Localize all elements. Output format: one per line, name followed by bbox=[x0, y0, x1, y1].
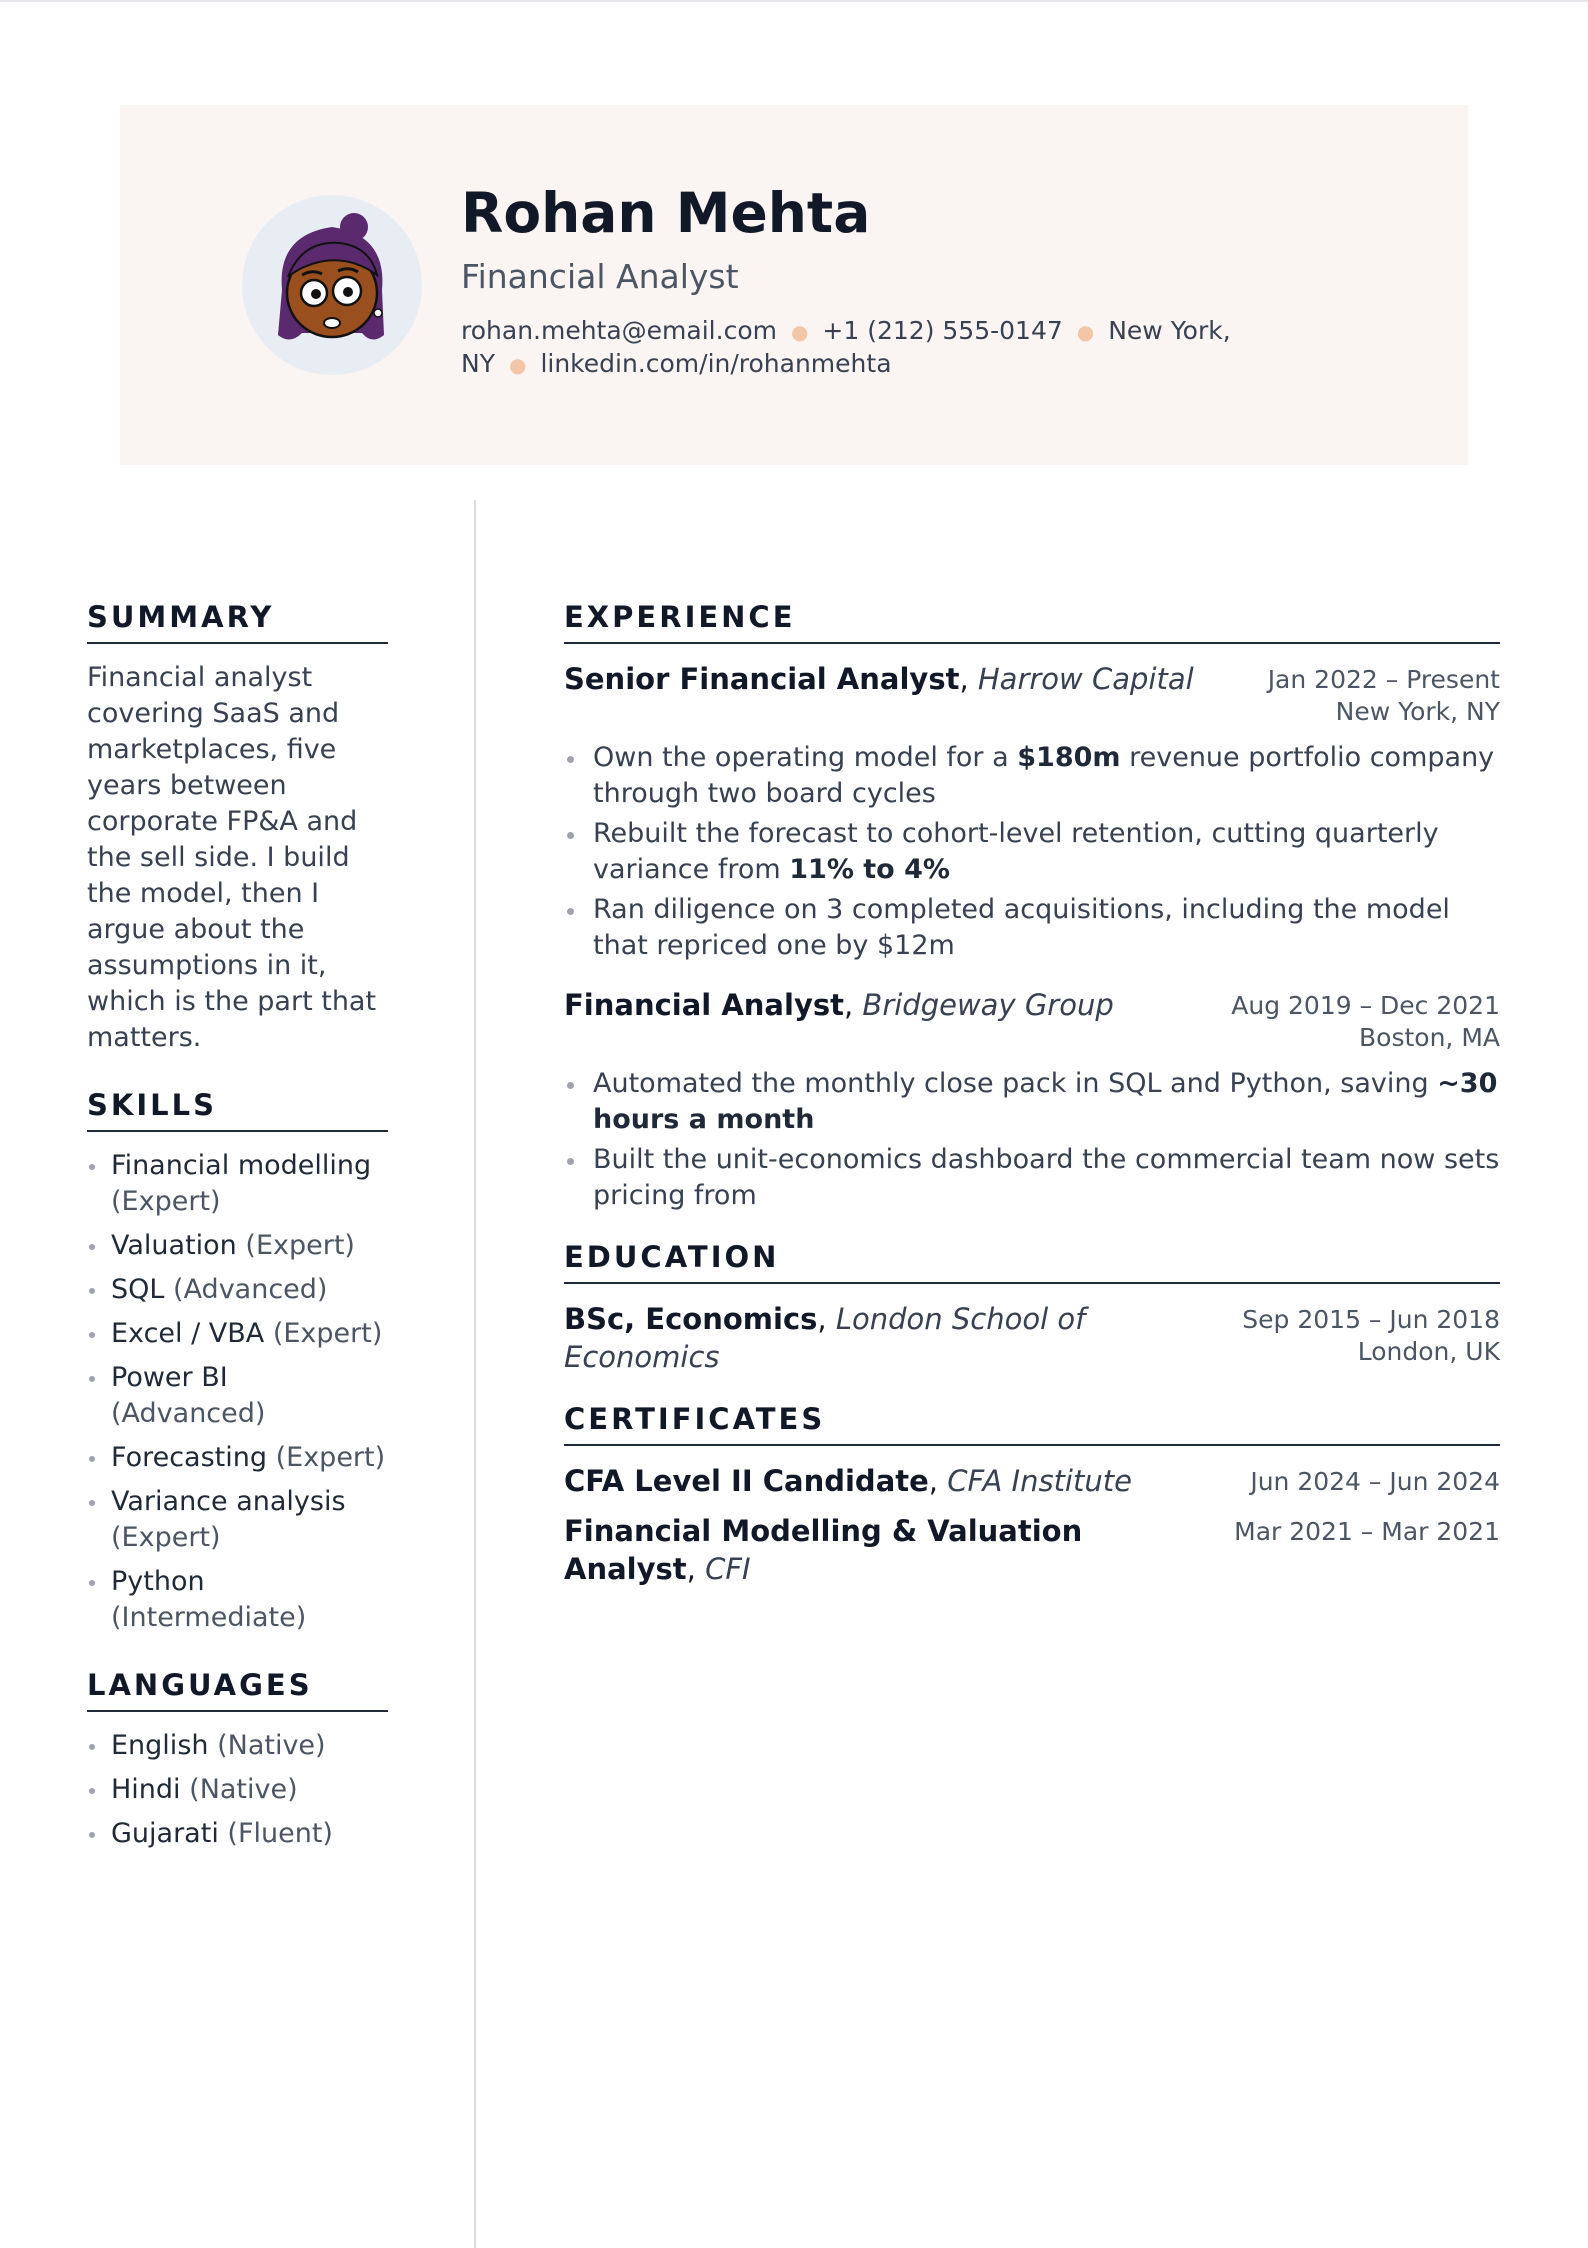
contact-location: New York, NY bbox=[461, 316, 1231, 378]
top-rule bbox=[0, 0, 1588, 2]
education-entry bbox=[564, 1300, 1500, 1376]
certificate-name: Financial Modelling & Valuation Analyst bbox=[564, 1514, 1083, 1586]
school: London School of Economics bbox=[564, 1302, 1086, 1374]
separator-dot: ● bbox=[1076, 320, 1095, 344]
job-location: Boston, MA bbox=[1359, 1023, 1500, 1052]
candidate-title: Financial Analyst bbox=[461, 257, 739, 296]
certificates-heading: CERTIFICATES bbox=[564, 1402, 1500, 1446]
list-item bbox=[87, 1360, 388, 1432]
job-dates: Jan 2022 – Present bbox=[1267, 665, 1500, 694]
certificate-meta bbox=[1234, 1512, 1500, 1588]
skill-level: (Expert) bbox=[275, 1442, 386, 1473]
job-org: Harrow Capital bbox=[977, 662, 1194, 696]
skill-name: Valuation bbox=[111, 1230, 237, 1261]
skill-name: Python bbox=[111, 1566, 205, 1597]
bullet-text: Rebuilt the forecast to cohort-level retention, cutting quarterly variance from bbox=[593, 818, 1439, 885]
skill-name: Variance analysis bbox=[111, 1486, 346, 1517]
summary-text: Financial analyst covering SaaS and marketplaces, five years between corporate FP&A and the sell side. I build the model, then I argue about the assumptions in it, which is the part that matters. bbox=[87, 662, 377, 1053]
list-item bbox=[87, 1816, 388, 1852]
job-entry bbox=[564, 986, 1500, 1054]
language-name: English bbox=[111, 1730, 209, 1761]
contact-linkedin[interactable]: linkedin.com/in/rohanmehta bbox=[540, 349, 892, 378]
job-org: Bridgeway Group bbox=[862, 988, 1114, 1022]
languages-heading: LANGUAGES bbox=[87, 1668, 388, 1712]
certificate-dates: Jun 2024 – Jun 2024 bbox=[1250, 1467, 1500, 1496]
certificates-section bbox=[564, 1402, 1500, 1588]
education-meta bbox=[1242, 1300, 1500, 1376]
certificate-title-line: Financial Modelling & Valuation Analyst, CFI bbox=[564, 1514, 1083, 1586]
bullet-highlight: ~30 hours a month bbox=[593, 1068, 1498, 1135]
languages-list bbox=[87, 1728, 388, 1852]
job-location: New York, NY bbox=[1335, 697, 1500, 726]
skills-list bbox=[87, 1148, 388, 1636]
skill-level: (Expert) bbox=[111, 1522, 221, 1553]
bullet-highlight: 11% to 4% bbox=[789, 854, 950, 885]
job-role: Senior Financial Analyst bbox=[564, 662, 960, 696]
language-name: Gujarati bbox=[111, 1818, 219, 1849]
certificate-org: CFI bbox=[705, 1552, 751, 1586]
education-heading: EDUCATION bbox=[564, 1240, 1500, 1284]
bullet-text: Own the operating model for a bbox=[593, 742, 1018, 773]
education-section bbox=[564, 1240, 1500, 1376]
contact-phone[interactable]: +1 (212) 555-0147 bbox=[822, 316, 1063, 345]
list-item bbox=[87, 1440, 388, 1476]
education-dates: Sep 2015 – Jun 2018 bbox=[1242, 1305, 1500, 1334]
experience-section bbox=[564, 600, 1500, 1214]
language-level: (Fluent) bbox=[227, 1818, 333, 1849]
certificate-name: CFA Level II Candidate bbox=[564, 1464, 929, 1498]
separator-dot: ● bbox=[508, 353, 527, 377]
bullet-text: Automated the monthly close pack in SQL and Python, saving bbox=[593, 1068, 1438, 1099]
summary-heading: SUMMARY bbox=[87, 600, 388, 644]
cartoon-avatar-icon bbox=[242, 195, 422, 375]
bullet-text: Built the unit-economics dashboard the commercial team now sets pricing from bbox=[593, 1144, 1500, 1211]
skills-heading: SKILLS bbox=[87, 1088, 388, 1132]
main-column bbox=[564, 600, 1500, 1614]
skill-level: (Expert) bbox=[111, 1186, 221, 1217]
education-location: London, UK bbox=[1357, 1337, 1500, 1366]
job-meta bbox=[1268, 660, 1500, 728]
list-item bbox=[87, 1728, 388, 1764]
job-bullets bbox=[564, 1066, 1500, 1214]
list-item bbox=[87, 1484, 388, 1556]
experience-heading: EXPERIENCE bbox=[564, 600, 1500, 644]
skill-name: Excel / VBA bbox=[111, 1318, 265, 1349]
job-title-line: Senior Financial Analyst, Harrow Capital bbox=[564, 662, 1194, 696]
skill-name: Power BI bbox=[111, 1362, 228, 1393]
list-item bbox=[564, 1066, 1500, 1138]
job-dates: Aug 2019 – Dec 2021 bbox=[1231, 991, 1500, 1020]
list-item bbox=[87, 1772, 388, 1808]
education-title-line: BSc, Economics, London School of Economics bbox=[564, 1302, 1086, 1374]
list-item bbox=[87, 1272, 388, 1308]
skill-level: (Advanced) bbox=[173, 1274, 328, 1305]
list-item bbox=[564, 816, 1500, 888]
bullet-text: Ran diligence on 3 completed acquisitions, including the model that repriced one by $12m bbox=[593, 894, 1450, 961]
list-item bbox=[87, 1564, 388, 1636]
column-divider bbox=[474, 500, 476, 2248]
job-title-line: Financial Analyst, Bridgeway Group bbox=[564, 988, 1114, 1022]
skill-level: (Advanced) bbox=[111, 1398, 266, 1429]
candidate-name: Rohan Mehta bbox=[461, 181, 871, 245]
job-meta bbox=[1231, 986, 1500, 1054]
certificate-meta bbox=[1250, 1462, 1500, 1500]
contact-email[interactable]: rohan.mehta@email.com bbox=[461, 316, 777, 345]
list-item bbox=[87, 1228, 388, 1264]
language-level: (Native) bbox=[189, 1774, 298, 1805]
certificate-entry bbox=[564, 1512, 1500, 1588]
language-name: Hindi bbox=[111, 1774, 181, 1805]
job-bullets bbox=[564, 740, 1500, 964]
list-item bbox=[564, 740, 1500, 812]
list-item bbox=[87, 1148, 388, 1220]
degree: BSc, Economics bbox=[564, 1302, 818, 1336]
job-role: Financial Analyst bbox=[564, 988, 844, 1022]
separator-dot: ● bbox=[790, 320, 809, 344]
list-item bbox=[564, 1142, 1500, 1214]
contact-line bbox=[461, 315, 1241, 381]
list-item bbox=[564, 892, 1500, 964]
skill-name: Financial modelling bbox=[111, 1150, 372, 1181]
job-entry bbox=[564, 660, 1500, 728]
skill-name: Forecasting bbox=[111, 1442, 268, 1473]
skill-name: SQL bbox=[111, 1274, 165, 1305]
list-item bbox=[87, 1316, 388, 1352]
certificate-title-line: CFA Level II Candidate, CFA Institute bbox=[564, 1464, 1132, 1498]
resume-header bbox=[120, 105, 1468, 465]
certificate-org: CFA Institute bbox=[947, 1464, 1132, 1498]
certificate-dates: Mar 2021 – Mar 2021 bbox=[1234, 1517, 1500, 1546]
bullet-text: revenue portfolio company through two board cycles bbox=[593, 742, 1495, 809]
skill-level: (Intermediate) bbox=[111, 1602, 307, 1633]
certificate-entry bbox=[564, 1462, 1500, 1500]
language-level: (Native) bbox=[217, 1730, 326, 1761]
skill-level: (Expert) bbox=[245, 1230, 355, 1261]
bullet-highlight: $180m bbox=[1017, 742, 1121, 773]
sidebar bbox=[87, 600, 388, 1884]
skill-level: (Expert) bbox=[272, 1318, 383, 1349]
